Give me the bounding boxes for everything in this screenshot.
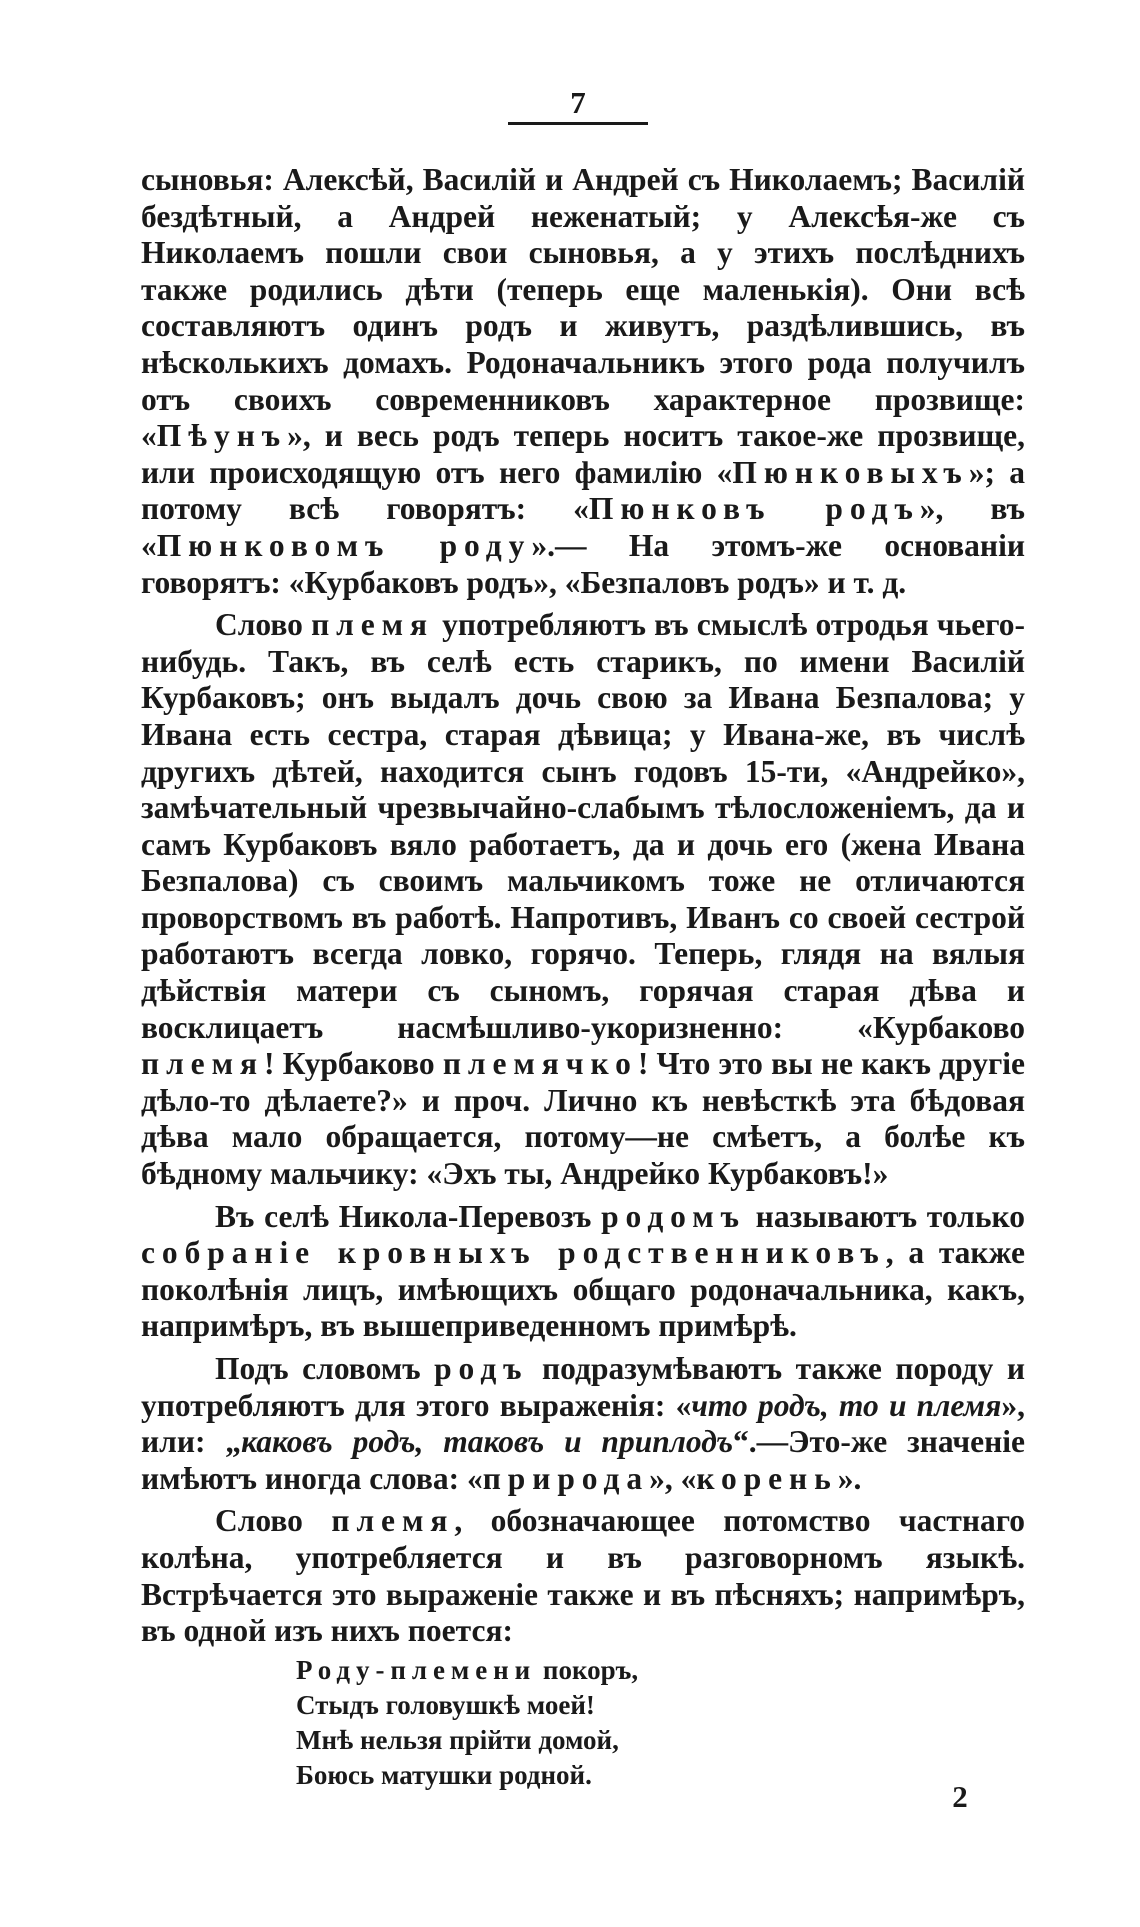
text-run: Слово [215, 1503, 332, 1539]
text-run: », или: „ [141, 1387, 1025, 1460]
poem-quote [296, 1653, 816, 1793]
text-run: ». [837, 1460, 862, 1496]
text-run: », и весь родъ теперь носитъ такое-же прозвище, или происходящую отъ него фамилію « [141, 418, 1025, 490]
poem-line: Боюсь матушки родной. [296, 1760, 592, 1790]
poem-line: Стыдъ головушкѣ моей! [296, 1690, 595, 1720]
spaced-text: природа [482, 1460, 650, 1496]
text-run: Въ селѣ Никола-Перевозъ [215, 1198, 602, 1234]
italic-phrase: каковъ родъ, таковъ и приплодъ [241, 1424, 734, 1460]
spaced-text: корень [696, 1460, 838, 1496]
page-number: 7 [570, 85, 586, 120]
text-run: », въ « [141, 491, 1025, 563]
text-run: », « [649, 1460, 697, 1496]
paragraph-4 [141, 1351, 1025, 1497]
text-run: »; а потому всѣ говорятъ: « [141, 454, 1025, 527]
poem-line: Мнѣ нельзя прійти домой, [296, 1725, 619, 1755]
text-run: покоръ, [536, 1655, 639, 1685]
text-run: “.—Это-же значеніе имѣютъ иногда слова: « [141, 1424, 1026, 1496]
text-run: подразумѣваютъ также породу и употребляютъ для этого выраженія: « [141, 1351, 1025, 1423]
text-run: ! Курбаково [263, 1046, 443, 1082]
text-run: ».— На этомъ-же основаніи говорятъ: «Курбаковъ родъ», «Безпаловъ родъ» и т. д. [141, 527, 1025, 600]
spaced-text: племячко [442, 1046, 638, 1082]
text-run: сыновья: Алексѣй, Василій и Андрей съ Николаемъ; Василій бездѣтный, а Андрей неженатый; у Алексѣя-же съ Николаемъ пошли свои сыновья, а у этихъ послѣднихъ также родились дѣти (теперь еще маленькія). Они всѣ составляютъ одинъ родъ и живутъ, раздѣлившись, въ нѣсколькихъ домахъ. Родоначальникъ этого рода получилъ отъ своихъ современниковъ характерное прозвище: « [141, 162, 1025, 454]
spaced-text: родомъ [601, 1198, 746, 1234]
text-run: Подъ словомъ [215, 1351, 435, 1386]
paragraph-1 [141, 162, 1025, 601]
spaced-text: родъ [434, 1351, 529, 1386]
spaced-text: племя [141, 1046, 264, 1082]
italic-phrase: что родъ, то и племя [691, 1387, 1002, 1423]
spaced-text: Роду-племени [296, 1655, 537, 1685]
text-run: , обозначающее потомство частнаго колѣна, употребляется и въ разговорномъ языкѣ. Встрѣчается это выраженіе также и въ пѣсняхъ; напримѣръ, въ одной изъ нихъ поется: [141, 1503, 1026, 1649]
body-text [141, 162, 1025, 1656]
signature-mark: 2 [952, 1779, 968, 1814]
header-rule [508, 122, 648, 125]
text-run: ! Что это вы не какъ другіе дѣло-то дѣлаете?» и проч. Лично къ невѣсткѣ эта бѣдовая дѣва мало обращается, потому—не смѣетъ, а болѣе къ бѣдному мальчику: «Эхъ ты, Андрейко Курбаковъ!» [141, 1046, 1026, 1192]
paragraph-5 [141, 1503, 1025, 1649]
spaced-text: собраніе кровныхъ родственниковъ [141, 1235, 886, 1271]
poem-line [296, 1653, 816, 1688]
paragraph-3 [141, 1199, 1025, 1345]
spaced-text: Пюнковомъ роду [156, 527, 532, 563]
text-run: Слово [215, 607, 312, 643]
spaced-text: племя [311, 607, 435, 643]
text-run: , а также поколѣнія лицъ, имѣющихъ общаго родоначальника, какъ, напримѣръ, въ вышеприведенномъ примѣрѣ. [141, 1235, 1025, 1344]
text-run: называютъ только [745, 1198, 1025, 1234]
spaced-text: племя [331, 1503, 455, 1539]
spaced-text: Пѣунъ [156, 418, 288, 454]
spaced-text: Пюнковыхъ [732, 454, 969, 490]
paragraph-2 [141, 607, 1025, 1193]
text-run: употребляютъ въ смыслѣ отродья чьего-нибудь. Такъ, въ селѣ есть старикъ, по имени Василій Курбаковъ; онъ выдалъ дочь свою за Ивана Безпалова; у Ивана есть сестра, старая дѣвица; у Ивана-же, въ числѣ другихъ дѣтей, находится сынъ годовъ 15-ти, «Андрейко», замѣчательный чрезвычайно-слабымъ тѣлосложеніемъ, да и самъ Курбаковъ вяло работаетъ, да и дочь его (жена Ивана Безпалова) съ своимъ мальчикомъ тоже не отличаются проворствомъ въ работѣ. Напротивъ, Иванъ со своей сестрой работаютъ всегда ловко, горячо. Теперь, глядя на вялыя дѣйствія матери съ сыномъ, горячая старая дѣва и восклицаетъ насмѣшливо-укоризненно: «Курбаково [141, 607, 1026, 1045]
spaced-text: Пюнковъ родъ [588, 491, 920, 527]
